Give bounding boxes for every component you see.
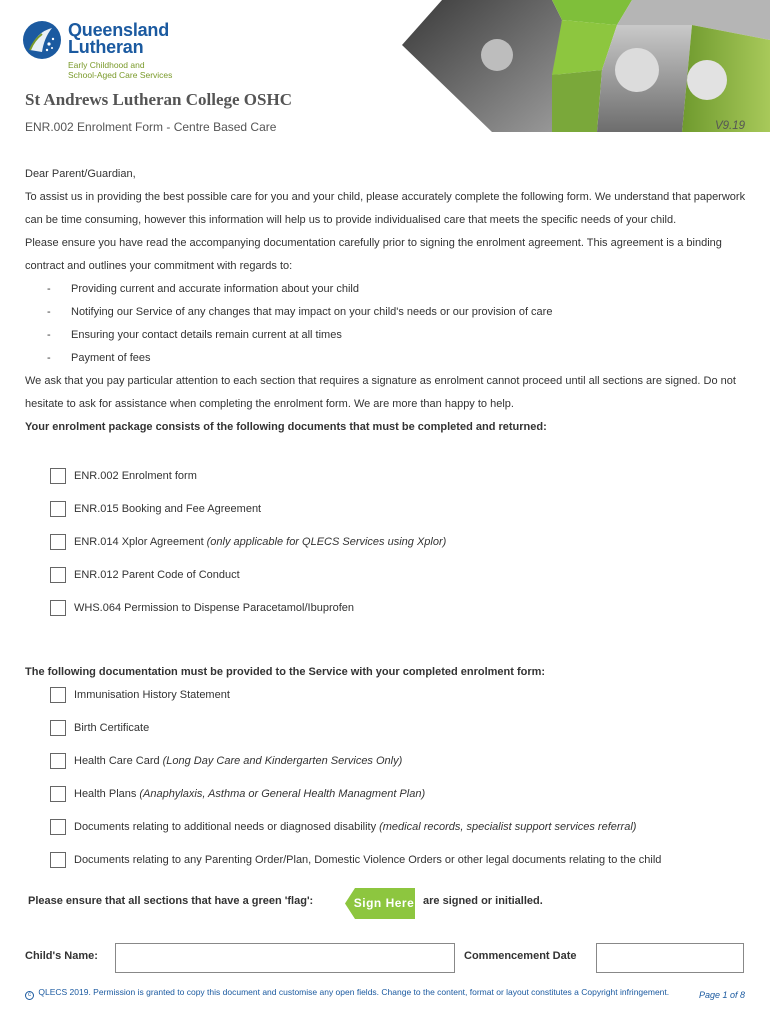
checklist-label: ENR.012 Parent Code of Conduct — [74, 569, 240, 581]
list-item-text: Payment of fees — [71, 352, 151, 364]
checkbox[interactable] — [50, 720, 66, 736]
list-item: - Payment of fees — [47, 352, 151, 364]
emblem-icon — [22, 20, 62, 60]
logo-line-2: Lutheran — [68, 37, 144, 57]
list-item-text: Notifying our Service of any changes that may impact on your child's needs or our provision of care — [71, 306, 553, 318]
form-version: V9.19 — [714, 120, 745, 132]
logo-wordmark — [68, 22, 169, 56]
commencement-date-field[interactable] — [596, 943, 744, 973]
list-item-text: Ensuring your contact details remain current at all times — [71, 329, 342, 341]
checklist-note: (Anaphylaxis, Asthma or General Health Managment Plan) — [139, 788, 426, 800]
checklist-note: (Long Day Care and Kindergarten Services Only) — [162, 755, 403, 767]
checkbox[interactable] — [50, 753, 66, 769]
checklist-item — [50, 752, 402, 770]
logo-line-1: Queensland — [68, 20, 170, 40]
checkbox[interactable] — [50, 468, 66, 484]
checklist-label: Documents relating to additional needs or diagnosed disability — [74, 821, 377, 833]
copyright-icon: c — [25, 991, 34, 1000]
checklist-item — [50, 686, 230, 704]
child-name-label: Child's Name: — [25, 950, 98, 962]
checklist-label: Birth Certificate — [74, 722, 150, 734]
checkbox[interactable] — [50, 852, 66, 868]
checkbox[interactable] — [50, 567, 66, 583]
checklist-item — [50, 500, 261, 518]
checklist-item — [50, 566, 240, 584]
list-item: - Ensuring your contact details remain current at all times — [47, 329, 342, 341]
intro-text — [25, 163, 747, 439]
list-item: - Providing current and accurate information about your child — [47, 283, 359, 295]
checklist-label: WHS.064 Permission to Dispense Paracetamol/Ibuprofen — [74, 602, 355, 614]
school-title: St Andrews Lutheran College OSHC — [25, 90, 292, 109]
checkbox[interactable] — [50, 819, 66, 835]
checkbox[interactable] — [50, 687, 66, 703]
logo-subtitle — [68, 60, 172, 80]
checklist-item — [50, 533, 446, 551]
checkbox[interactable] — [50, 786, 66, 802]
commitment-list — [25, 278, 747, 370]
checklist-label: ENR.002 Enrolment form — [74, 470, 197, 482]
checklist-item — [50, 785, 425, 803]
sign-text-before: Please ensure that all sections that have a green 'flag': — [28, 895, 314, 907]
logo-sub-line-1: Early Childhood and — [68, 60, 145, 70]
intro-paragraph-1: To assist us in providing the best possible care for you and your child, please accurately complete the following form. We understand that paperwork can be time consuming, however this information will help us to provide individualised care that meets the specific needs of your child. — [25, 191, 746, 226]
checklist-item — [50, 818, 636, 836]
checklist-label: ENR.015 Booking and Fee Agreement — [74, 503, 262, 515]
checklist-label: Health Care Card — [74, 755, 160, 767]
copyright-text: QLECS 2019. Permission is granted to copy this document and customise any open fields. Change to the content, format or layout constitutes a Copyright infringement. — [38, 987, 670, 997]
list-item-text: Providing current and accurate information about your child — [71, 283, 359, 295]
checklist-item — [50, 719, 149, 737]
checkbox[interactable] — [50, 501, 66, 517]
organisation-logo — [22, 20, 222, 90]
checklist-label: Documents relating to any Parenting Order/Plan, Domestic Violence Orders or other legal documents relating to the child — [74, 854, 662, 866]
child-name-field[interactable] — [115, 943, 455, 973]
checklist-label: Health Plans — [74, 788, 137, 800]
form-title: ENR.002 Enrolment Form - Centre Based Care — [25, 120, 277, 134]
checklist-item — [50, 599, 354, 617]
checkbox[interactable] — [50, 600, 66, 616]
package-heading: Your enrolment package consists of the following documents that must be completed and returned: — [25, 421, 547, 433]
logo-sub-line-2: School-Aged Care Services — [68, 70, 173, 80]
sign-text-after: are signed or initialled. — [423, 895, 543, 907]
intro-paragraph-2: Please ensure you have read the accompanying documentation carefully prior to signing the enrolment agreement. This agreement is a binding contract and outlines your commitment with regards to: — [25, 237, 722, 272]
sign-here-flag — [345, 888, 415, 919]
greeting: Dear Parent/Guardian, — [25, 168, 136, 180]
commencement-date-label: Commencement Date — [464, 950, 577, 962]
checklist-note: (only applicable for QLECS Services using Xplor) — [206, 536, 447, 548]
checklist-item — [50, 467, 197, 485]
documentation-heading: The following documentation must be provided to the Service with your completed enrolment form: — [25, 666, 546, 678]
sign-here-label: Sign Here — [353, 896, 415, 910]
checklist-note: (medical records, specialist support services referral) — [379, 821, 637, 833]
copyright-notice — [25, 987, 669, 1000]
page-number: Page 1 of 8 — [698, 990, 745, 1000]
checklist-item — [50, 851, 661, 869]
intro-paragraph-3: We ask that you pay particular attention to each section that requires a signature as enrolment cannot proceed until all sections are signed. Do not hesitate to ask for assistance when completing the enrolment form. We are more than happy to help. — [25, 375, 736, 410]
header-photo-collage — [402, 0, 770, 132]
checklist-label: Immunisation History Statement — [74, 689, 230, 701]
checkbox[interactable] — [50, 534, 66, 550]
list-item: - Notifying our Service of any changes that may impact on your child's needs or our provision of care — [47, 306, 553, 318]
checklist-label: ENR.014 Xplor Agreement — [74, 536, 204, 548]
